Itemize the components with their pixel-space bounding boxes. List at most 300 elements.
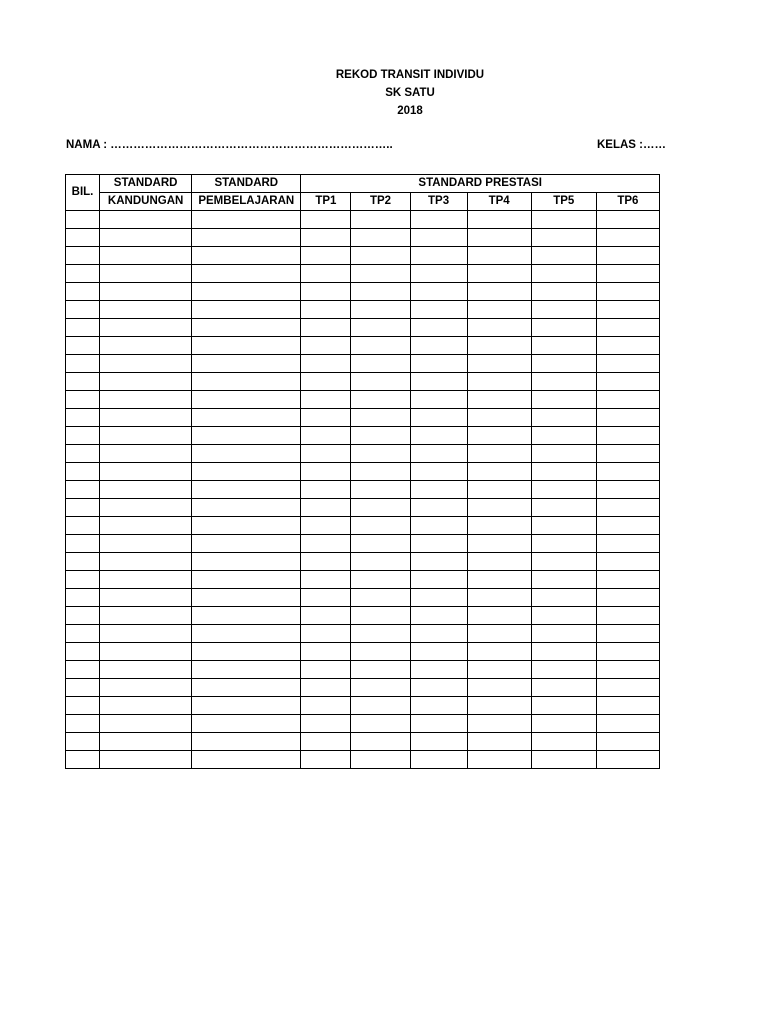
table-cell[interactable] — [410, 643, 467, 661]
table-cell[interactable] — [467, 229, 531, 247]
table-cell[interactable] — [531, 283, 596, 301]
table-cell[interactable] — [192, 679, 301, 697]
table-cell[interactable] — [100, 409, 192, 427]
title-line-1: REKOD TRANSIT INDIVIDU — [335, 69, 485, 81]
table-cell[interactable] — [192, 751, 301, 769]
table-cell[interactable] — [596, 319, 659, 337]
table-cell[interactable] — [192, 247, 301, 265]
table-cell[interactable] — [596, 499, 659, 517]
table-cell[interactable] — [596, 751, 659, 769]
table-cell[interactable] — [531, 499, 596, 517]
table-cell[interactable] — [66, 229, 100, 247]
table-cell[interactable] — [66, 427, 100, 445]
table-cell[interactable] — [301, 481, 351, 499]
table-cell[interactable] — [66, 409, 100, 427]
table-cell[interactable] — [351, 751, 410, 769]
table-cell[interactable] — [351, 643, 410, 661]
table-cell[interactable] — [596, 589, 659, 607]
table-cell[interactable] — [301, 211, 351, 229]
table-cell[interactable] — [596, 337, 659, 355]
table-cell[interactable] — [467, 391, 531, 409]
table-cell[interactable] — [531, 535, 596, 553]
table-cell[interactable] — [531, 445, 596, 463]
table-cell[interactable] — [531, 607, 596, 625]
table-cell[interactable] — [301, 589, 351, 607]
table-cell[interactable] — [410, 247, 467, 265]
table-cell[interactable] — [467, 625, 531, 643]
table-cell[interactable] — [100, 751, 192, 769]
table-row — [66, 355, 660, 373]
table-cell[interactable] — [410, 481, 467, 499]
table-cell[interactable] — [351, 463, 410, 481]
table-cell[interactable] — [66, 211, 100, 229]
table-cell[interactable] — [301, 625, 351, 643]
table-cell[interactable] — [66, 517, 100, 535]
table-cell[interactable] — [596, 535, 659, 553]
table-cell[interactable] — [531, 571, 596, 589]
table-cell[interactable] — [467, 283, 531, 301]
table-cell[interactable] — [301, 409, 351, 427]
header-standard-prestasi: STANDARD PRESTASI — [301, 175, 660, 193]
table-cell[interactable] — [301, 319, 351, 337]
table-cell[interactable] — [410, 337, 467, 355]
table-cell[interactable] — [301, 517, 351, 535]
table-cell[interactable] — [531, 661, 596, 679]
table-cell[interactable] — [192, 517, 301, 535]
table-row — [66, 391, 660, 409]
table-cell[interactable] — [531, 355, 596, 373]
table-cell[interactable] — [100, 499, 192, 517]
table-cell[interactable] — [410, 589, 467, 607]
table-cell[interactable] — [192, 301, 301, 319]
table-cell[interactable] — [66, 481, 100, 499]
table-cell[interactable] — [66, 607, 100, 625]
table-cell[interactable] — [301, 391, 351, 409]
table-cell[interactable] — [301, 661, 351, 679]
table-cell[interactable] — [467, 247, 531, 265]
table-cell[interactable] — [66, 463, 100, 481]
table-cell[interactable] — [596, 391, 659, 409]
table-cell[interactable] — [596, 607, 659, 625]
table-cell[interactable] — [531, 409, 596, 427]
table-cell[interactable] — [351, 697, 410, 715]
table-cell[interactable] — [66, 301, 100, 319]
header-tp4: TP4 — [467, 193, 531, 211]
table-cell[interactable] — [531, 679, 596, 697]
table-cell[interactable] — [100, 679, 192, 697]
table-cell[interactable] — [467, 589, 531, 607]
table-cell[interactable] — [467, 535, 531, 553]
table-cell[interactable] — [467, 301, 531, 319]
table-cell[interactable] — [192, 661, 301, 679]
table-cell[interactable] — [192, 499, 301, 517]
table-cell[interactable] — [467, 409, 531, 427]
table-cell[interactable] — [410, 229, 467, 247]
table-cell[interactable] — [301, 463, 351, 481]
table-cell[interactable] — [467, 643, 531, 661]
table-cell[interactable] — [467, 427, 531, 445]
table-cell[interactable] — [596, 355, 659, 373]
table-cell[interactable] — [467, 751, 531, 769]
table-cell[interactable] — [351, 499, 410, 517]
table-cell[interactable] — [531, 301, 596, 319]
table-cell[interactable] — [66, 679, 100, 697]
header-tp5: TP5 — [531, 193, 596, 211]
table-cell[interactable] — [531, 427, 596, 445]
table-cell[interactable] — [351, 535, 410, 553]
table-cell[interactable] — [410, 463, 467, 481]
table-cell[interactable] — [192, 463, 301, 481]
table-cell[interactable] — [531, 643, 596, 661]
table-cell[interactable] — [301, 355, 351, 373]
table-cell[interactable] — [351, 733, 410, 751]
table-cell[interactable] — [531, 625, 596, 643]
table-cell[interactable] — [410, 697, 467, 715]
table-cell[interactable] — [100, 571, 192, 589]
table-cell[interactable] — [410, 715, 467, 733]
table-cell[interactable] — [66, 283, 100, 301]
table-cell[interactable] — [351, 571, 410, 589]
table-cell[interactable] — [596, 733, 659, 751]
table-cell[interactable] — [531, 265, 596, 283]
table-cell[interactable] — [410, 625, 467, 643]
table-cell[interactable] — [531, 229, 596, 247]
table-cell[interactable] — [100, 373, 192, 391]
table-cell[interactable] — [596, 283, 659, 301]
table-cell[interactable] — [596, 553, 659, 571]
table-cell[interactable] — [301, 733, 351, 751]
table-cell[interactable] — [351, 589, 410, 607]
table-cell[interactable] — [596, 229, 659, 247]
table-cell[interactable] — [192, 337, 301, 355]
table-row — [66, 643, 660, 661]
table-cell[interactable] — [192, 733, 301, 751]
table-cell[interactable] — [467, 517, 531, 535]
table-cell[interactable] — [596, 463, 659, 481]
table-row — [66, 247, 660, 265]
table-cell[interactable] — [531, 319, 596, 337]
table-cell[interactable] — [192, 571, 301, 589]
table-cell[interactable] — [66, 589, 100, 607]
table-cell[interactable] — [351, 373, 410, 391]
table-cell[interactable] — [531, 733, 596, 751]
table-cell[interactable] — [192, 265, 301, 283]
table-cell[interactable] — [467, 355, 531, 373]
table-cell[interactable] — [192, 391, 301, 409]
table-cell[interactable] — [192, 445, 301, 463]
table-cell[interactable] — [467, 661, 531, 679]
table-cell[interactable] — [301, 553, 351, 571]
table-cell[interactable] — [467, 607, 531, 625]
table-cell[interactable] — [596, 427, 659, 445]
table-cell[interactable] — [351, 319, 410, 337]
table-cell[interactable] — [301, 229, 351, 247]
table-cell[interactable] — [66, 733, 100, 751]
table-cell[interactable] — [596, 247, 659, 265]
table-cell[interactable] — [100, 715, 192, 733]
table-cell[interactable] — [100, 625, 192, 643]
table-cell[interactable] — [531, 337, 596, 355]
table-cell[interactable] — [410, 535, 467, 553]
table-cell[interactable] — [100, 319, 192, 337]
table-cell[interactable] — [100, 301, 192, 319]
table-row — [66, 409, 660, 427]
table-cell[interactable] — [100, 733, 192, 751]
table-cell[interactable] — [531, 481, 596, 499]
header-tp6: TP6 — [596, 193, 659, 211]
table-cell[interactable] — [301, 499, 351, 517]
table-row — [66, 463, 660, 481]
table-cell[interactable] — [301, 283, 351, 301]
table-cell[interactable] — [467, 337, 531, 355]
table-cell[interactable] — [351, 715, 410, 733]
table-cell[interactable] — [351, 679, 410, 697]
table-cell[interactable] — [351, 265, 410, 283]
table-cell[interactable] — [66, 625, 100, 643]
table-cell[interactable] — [100, 607, 192, 625]
table-cell[interactable] — [467, 715, 531, 733]
table-cell[interactable] — [192, 373, 301, 391]
table-cell[interactable] — [301, 301, 351, 319]
table-cell[interactable] — [66, 535, 100, 553]
table-cell[interactable] — [100, 391, 192, 409]
table-cell[interactable] — [531, 373, 596, 391]
table-cell[interactable] — [351, 301, 410, 319]
table-cell[interactable] — [351, 661, 410, 679]
table-cell[interactable] — [351, 355, 410, 373]
table-cell[interactable] — [100, 661, 192, 679]
table-cell[interactable] — [410, 499, 467, 517]
table-cell[interactable] — [351, 283, 410, 301]
table-cell[interactable] — [100, 535, 192, 553]
table-cell[interactable] — [66, 661, 100, 679]
table-cell[interactable] — [66, 643, 100, 661]
table-cell[interactable] — [531, 589, 596, 607]
table-cell[interactable] — [351, 409, 410, 427]
table-cell[interactable] — [301, 715, 351, 733]
table-cell[interactable] — [66, 373, 100, 391]
table-cell[interactable] — [596, 697, 659, 715]
table-cell[interactable] — [351, 625, 410, 643]
table-cell[interactable] — [467, 211, 531, 229]
table-cell[interactable] — [66, 355, 100, 373]
table-cell[interactable] — [596, 409, 659, 427]
table-cell[interactable] — [100, 283, 192, 301]
table-cell[interactable] — [410, 283, 467, 301]
table-cell[interactable] — [100, 481, 192, 499]
table-cell[interactable] — [531, 715, 596, 733]
table-cell[interactable] — [100, 517, 192, 535]
table-cell[interactable] — [596, 517, 659, 535]
table-cell[interactable] — [410, 409, 467, 427]
table-cell[interactable] — [531, 391, 596, 409]
header-tp3: TP3 — [410, 193, 467, 211]
table-cell[interactable] — [66, 571, 100, 589]
table-cell[interactable] — [100, 337, 192, 355]
table-cell[interactable] — [66, 247, 100, 265]
table-cell[interactable] — [531, 211, 596, 229]
table-row — [66, 715, 660, 733]
table-cell[interactable] — [301, 571, 351, 589]
table-cell[interactable] — [351, 247, 410, 265]
table-cell[interactable] — [192, 697, 301, 715]
table-cell[interactable] — [467, 445, 531, 463]
header-standard-pembelajaran-1: STANDARD — [192, 175, 301, 193]
table-cell[interactable] — [410, 301, 467, 319]
table-cell[interactable] — [100, 589, 192, 607]
table-cell[interactable] — [192, 553, 301, 571]
table-cell[interactable] — [301, 643, 351, 661]
table-cell[interactable] — [467, 481, 531, 499]
table-cell[interactable] — [100, 553, 192, 571]
table-cell[interactable] — [100, 445, 192, 463]
table-cell[interactable] — [410, 373, 467, 391]
table-cell[interactable] — [410, 265, 467, 283]
table-cell[interactable] — [467, 463, 531, 481]
table-row — [66, 373, 660, 391]
table-cell[interactable] — [467, 553, 531, 571]
table-cell[interactable] — [301, 373, 351, 391]
table-cell[interactable] — [410, 319, 467, 337]
table-cell[interactable] — [192, 427, 301, 445]
table-cell[interactable] — [596, 265, 659, 283]
table-cell[interactable] — [66, 715, 100, 733]
table-cell[interactable] — [100, 211, 192, 229]
table-cell[interactable] — [410, 355, 467, 373]
table-cell[interactable] — [596, 481, 659, 499]
table-cell[interactable] — [410, 661, 467, 679]
table-row — [66, 265, 660, 283]
table-cell[interactable] — [192, 481, 301, 499]
table-cell[interactable] — [100, 427, 192, 445]
table-cell[interactable] — [66, 391, 100, 409]
table-cell[interactable] — [531, 553, 596, 571]
table-cell[interactable] — [410, 733, 467, 751]
table-cell[interactable] — [467, 679, 531, 697]
table-cell[interactable] — [301, 751, 351, 769]
table-cell[interactable] — [301, 427, 351, 445]
table-cell[interactable] — [531, 517, 596, 535]
table-cell[interactable] — [351, 337, 410, 355]
table-cell[interactable] — [192, 607, 301, 625]
table-cell[interactable] — [410, 679, 467, 697]
table-cell[interactable] — [410, 445, 467, 463]
table-cell[interactable] — [467, 571, 531, 589]
header-row-2 — [66, 193, 660, 211]
table-cell[interactable] — [596, 571, 659, 589]
table-cell[interactable] — [596, 301, 659, 319]
table-cell[interactable] — [596, 661, 659, 679]
table-cell[interactable] — [596, 625, 659, 643]
header-bil: BIL. — [66, 175, 100, 211]
table-cell[interactable] — [301, 697, 351, 715]
table-cell[interactable] — [596, 373, 659, 391]
table-cell[interactable] — [192, 319, 301, 337]
table-cell[interactable] — [596, 211, 659, 229]
table-cell[interactable] — [410, 571, 467, 589]
table-row — [66, 571, 660, 589]
table-cell[interactable] — [66, 445, 100, 463]
table-cell[interactable] — [100, 355, 192, 373]
table-cell[interactable] — [410, 211, 467, 229]
table-cell[interactable] — [410, 607, 467, 625]
table-cell[interactable] — [596, 715, 659, 733]
table-cell[interactable] — [467, 319, 531, 337]
table-row — [66, 679, 660, 697]
table-cell[interactable] — [351, 445, 410, 463]
table-cell[interactable] — [467, 373, 531, 391]
table-cell[interactable] — [192, 211, 301, 229]
table-cell[interactable] — [351, 517, 410, 535]
table-cell[interactable] — [596, 679, 659, 697]
table-cell[interactable] — [100, 643, 192, 661]
table-cell[interactable] — [351, 553, 410, 571]
table-cell[interactable] — [66, 697, 100, 715]
table-cell[interactable] — [100, 229, 192, 247]
table-cell[interactable] — [351, 229, 410, 247]
table-cell[interactable] — [100, 697, 192, 715]
table-cell[interactable] — [66, 553, 100, 571]
table-cell[interactable] — [351, 211, 410, 229]
table-cell[interactable] — [192, 715, 301, 733]
table-cell[interactable] — [192, 283, 301, 301]
table-cell[interactable] — [596, 445, 659, 463]
table-cell[interactable] — [410, 517, 467, 535]
table-cell[interactable] — [410, 427, 467, 445]
table-cell[interactable] — [192, 409, 301, 427]
table-cell[interactable] — [100, 463, 192, 481]
table-cell[interactable] — [66, 751, 100, 769]
table-cell[interactable] — [410, 553, 467, 571]
table-cell[interactable] — [467, 265, 531, 283]
table-cell[interactable] — [467, 697, 531, 715]
table-cell[interactable] — [66, 265, 100, 283]
table-cell[interactable] — [351, 427, 410, 445]
table-cell[interactable] — [192, 535, 301, 553]
table-cell[interactable] — [301, 607, 351, 625]
table-cell[interactable] — [351, 481, 410, 499]
table-row — [66, 733, 660, 751]
table-cell[interactable] — [100, 247, 192, 265]
table-cell[interactable] — [467, 733, 531, 751]
table-cell[interactable] — [301, 445, 351, 463]
table-cell[interactable] — [66, 319, 100, 337]
table-cell[interactable] — [531, 463, 596, 481]
table-cell[interactable] — [351, 391, 410, 409]
table-cell[interactable] — [531, 751, 596, 769]
table-cell[interactable] — [192, 643, 301, 661]
table-cell[interactable] — [410, 391, 467, 409]
table-cell[interactable] — [301, 247, 351, 265]
table-cell[interactable] — [467, 499, 531, 517]
table-cell[interactable] — [301, 679, 351, 697]
table-cell[interactable] — [100, 265, 192, 283]
table-cell[interactable] — [301, 337, 351, 355]
table-cell[interactable] — [301, 265, 351, 283]
table-cell[interactable] — [66, 499, 100, 517]
table-cell[interactable] — [192, 589, 301, 607]
table-cell[interactable] — [531, 697, 596, 715]
table-cell[interactable] — [410, 751, 467, 769]
table-cell[interactable] — [66, 337, 100, 355]
table-cell[interactable] — [192, 229, 301, 247]
table-cell[interactable] — [192, 625, 301, 643]
table-cell[interactable] — [596, 643, 659, 661]
table-cell[interactable] — [301, 535, 351, 553]
table-cell[interactable] — [351, 607, 410, 625]
table-cell[interactable] — [192, 355, 301, 373]
table-cell[interactable] — [531, 247, 596, 265]
